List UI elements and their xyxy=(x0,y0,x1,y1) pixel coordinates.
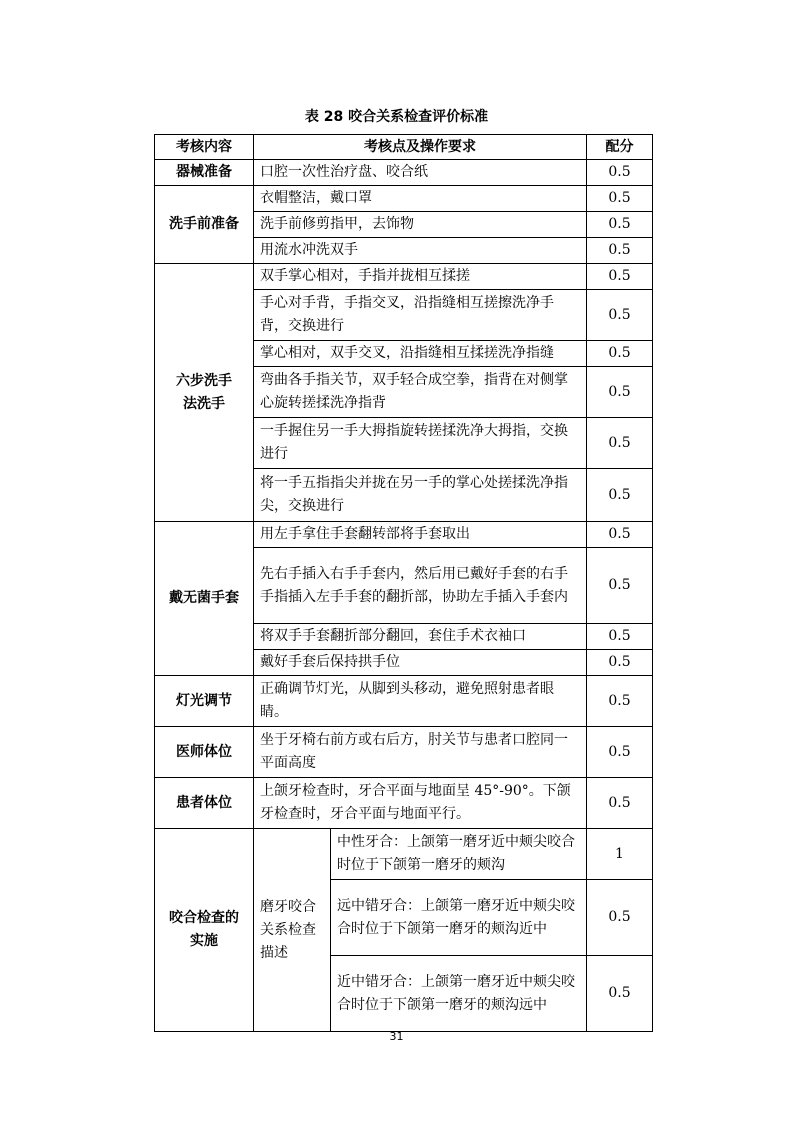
requirement-cell: 远中错牙合：上颌第一磨牙近中颊尖咬合时位于下颌第一磨牙的颊沟近中 xyxy=(331,880,587,956)
requirement-cell: 掌心相对，双手交叉，沿指缝相互揉搓洗净指缝 xyxy=(254,341,587,367)
score-cell: 0.5 xyxy=(587,522,653,548)
score-cell: 1 xyxy=(587,829,653,880)
category-cell: 灯光调节 xyxy=(155,676,254,727)
category-cell: 六步洗手法洗手 xyxy=(155,264,254,522)
score-cell: 0.5 xyxy=(587,676,653,727)
requirement-cell: 戴好手套后保持拱手位 xyxy=(254,650,587,676)
score-cell: 0.5 xyxy=(587,650,653,676)
table-row xyxy=(155,727,653,778)
category-cell: 洗手前准备 xyxy=(155,186,254,264)
requirement-cell: 手心对手背，手指交叉，沿指缝相互搓擦洗净手背，交换进行 xyxy=(254,290,587,341)
table-row xyxy=(155,264,653,290)
table-row xyxy=(155,676,653,727)
score-cell: 0.5 xyxy=(587,238,653,264)
requirement-cell: 上颌牙检查时，牙合平面与地面呈 45°-90°。下颌牙检查时，牙合平面与地面平行。 xyxy=(254,778,587,829)
score-cell: 0.5 xyxy=(587,880,653,956)
score-cell: 0.5 xyxy=(587,341,653,367)
score-cell: 0.5 xyxy=(587,548,653,624)
score-cell: 0.5 xyxy=(587,956,653,1032)
category-cell: 咬合检查的实施 xyxy=(155,829,254,1032)
score-cell: 0.5 xyxy=(587,418,653,469)
category-cell: 戴无菌手套 xyxy=(155,522,254,676)
requirement-cell: 中性牙合：上颌第一磨牙近中颊尖咬合时位于下颌第一磨牙的颊沟 xyxy=(331,829,587,880)
subcategory-cell: 磨牙咬合关系检查描述 xyxy=(254,829,331,1032)
requirement-cell: 一手握住另一手大拇指旋转搓揉洗净大拇指，交换进行 xyxy=(254,418,587,469)
requirement-cell: 弯曲各手指关节，双手轻合成空拳，指背在对侧掌心旋转搓揉洗净指背 xyxy=(254,367,587,418)
score-cell: 0.5 xyxy=(587,290,653,341)
category-cell: 医师体位 xyxy=(155,727,254,778)
score-cell: 0.5 xyxy=(587,186,653,212)
table-row xyxy=(155,829,653,880)
page-number: 31 xyxy=(389,1030,404,1043)
requirement-cell: 衣帽整洁，戴口罩 xyxy=(254,186,587,212)
table-title: 表 28 咬合关系检查评价标准 xyxy=(304,109,489,125)
table-row xyxy=(155,522,653,548)
header-category: 考核内容 xyxy=(155,135,254,160)
requirement-cell: 坐于牙椅右前方或右后方，肘关节与患者口腔同一平面高度 xyxy=(254,727,587,778)
score-cell: 0.5 xyxy=(587,367,653,418)
score-cell: 0.5 xyxy=(587,212,653,238)
table-header-row xyxy=(155,135,653,160)
requirement-cell: 洗手前修剪指甲，去饰物 xyxy=(254,212,587,238)
requirement-cell: 将双手手套翻折部分翻回，套住手术衣袖口 xyxy=(254,624,587,650)
score-cell: 0.5 xyxy=(587,727,653,778)
score-cell: 0.5 xyxy=(587,469,653,522)
requirement-cell: 正确调节灯光，从脚到头移动，避免照射患者眼睛。 xyxy=(254,676,587,727)
requirement-cell: 先右手插入右手手套内，然后用已戴好手套的右手手指插入左手手套的翻折部，协助左手插入手套内 xyxy=(254,548,587,624)
header-score: 配分 xyxy=(587,135,653,160)
requirement-cell: 口腔一次性治疗盘、咬合纸 xyxy=(254,160,587,186)
table-row xyxy=(155,778,653,829)
category-cell: 器械准备 xyxy=(155,160,254,186)
requirement-cell: 将一手五指指尖并拢在另一手的掌心处搓揉洗净指尖，交换进行 xyxy=(254,469,587,522)
requirement-cell: 用流水冲洗双手 xyxy=(254,238,587,264)
score-cell: 0.5 xyxy=(587,778,653,829)
requirement-cell: 用左手拿住手套翻转部将手套取出 xyxy=(254,522,587,548)
category-cell: 患者体位 xyxy=(155,778,254,829)
table-row xyxy=(155,186,653,212)
requirement-cell: 双手掌心相对，手指并拢相互揉搓 xyxy=(254,264,587,290)
score-cell: 0.5 xyxy=(587,624,653,650)
header-requirement: 考核点及操作要求 xyxy=(254,135,587,160)
table-row xyxy=(155,160,653,186)
requirement-cell: 近中错牙合：上颌第一磨牙近中颊尖咬合时位于下颌第一磨牙的颊沟远中 xyxy=(331,956,587,1032)
score-cell: 0.5 xyxy=(587,160,653,186)
score-cell: 0.5 xyxy=(587,264,653,290)
evaluation-table xyxy=(154,134,653,1032)
